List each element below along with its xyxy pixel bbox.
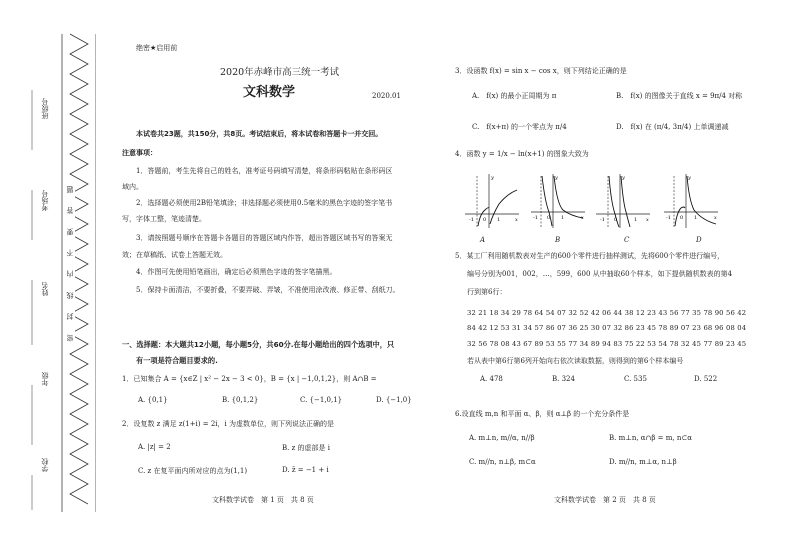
tick-one: 1 — [694, 215, 698, 221]
footer-right: 文科数学试卷 第 2 页 共 8 页 — [554, 496, 656, 504]
secret-mark: 绝密★启用前 — [136, 44, 178, 52]
footer-left: 文科数学试卷 第 1 页 共 8 页 — [212, 496, 314, 504]
note-line: 5．保持卡面清洁，不要折叠，不要弄破、弄皱，不准使用涂改液、修正带、刮纸刀。 — [136, 286, 400, 294]
graph-d — [664, 172, 720, 228]
note-line: 1．答题前，考生先将自己的姓名，准考证号码填写清楚，将条形码粘贴在条形码区 — [136, 167, 393, 175]
q6-option-b: B. m⊥n, α∩β = m, n⊂α — [609, 434, 692, 442]
axis-y-label: y — [688, 175, 691, 181]
q3-option-b: B. f(x) 的图像关于直线 x = 9π/4 对称 — [616, 92, 743, 100]
axis-x-label: x — [581, 215, 584, 221]
q3-option-d: D. f(x) 在 (π/4, 3π/4) 上单调递减 — [616, 123, 729, 131]
q5-option-d: D. 522 — [694, 375, 718, 383]
q5-line: 5．某工厂利用随机数表对生产的600个零件进行抽样测试，先将600个零件进行编号， — [455, 252, 725, 260]
q3-stem: 3．设函数 f(x) = sin x − cos x，则下列结论正确的是 — [455, 67, 627, 75]
graph-d-label: D — [696, 236, 702, 244]
q5-option-c: C. 535 — [624, 375, 647, 383]
graph-a — [465, 172, 521, 228]
notes-title: 注意事项： — [122, 149, 157, 157]
q5-after: 若从表中第6行第6列开始向右依次读取数据，则得到的第6个样本编号 — [467, 357, 684, 365]
q3-option-a: A. f(x) 的最小正周期为 π — [472, 92, 557, 100]
q2-option-a: A. |z| = 2 — [138, 443, 171, 451]
q6-option-d: D. m//n, m⊥α, n⊥β — [609, 458, 677, 466]
tick-zero: 0 — [614, 217, 618, 223]
note-line: 域内。 — [122, 183, 143, 191]
q1-option-c: C. {−1,0,1} — [300, 396, 343, 404]
q6-option-a: A. m⊥n, m//α, n//β — [469, 434, 535, 442]
q2-stem: 2．设复数 z 满足 z(1+i) = 2i，i 为虚数单位，则下列说法正确的是 — [122, 420, 334, 428]
q6-stem: 6.设直线 m,n 和平面 α、β，则 α⊥β 的一个充分条件是 — [455, 410, 630, 418]
axis-y-label: y — [555, 175, 558, 181]
exam-date: 2020.01 — [372, 92, 401, 100]
tick-zero: 0 — [483, 217, 487, 223]
note-line: 写，字体工整，笔迹清楚。 — [122, 215, 206, 223]
intro-summary: 本试卷共23题，共150分，共8页。考试结束后，将本试卷和答题卡一并交回。 — [136, 130, 383, 138]
label-name: 姓名 — [41, 282, 49, 296]
random-table-row: 32 56 78 08 43 67 89 53 55 77 34 89 94 83 75 22 53 54 78 32 45 77 89 23 45 — [467, 340, 747, 348]
graph-b-label: B — [555, 236, 561, 244]
axis-x-label: x — [714, 215, 717, 221]
q4-stem: 4．函数 y = 1/x − ln(x+1) 的图象大致为 — [455, 150, 589, 158]
exam-title: 2020年赤峰市高三统一考试 — [220, 67, 340, 78]
tick-zero: 0 — [547, 215, 551, 221]
q3-option-c: C. f(x+π) 的一个零点为 π/4 — [472, 123, 567, 131]
tick-one: 1 — [497, 217, 501, 223]
binding-margin — [0, 0, 96, 543]
axis-x-label: x — [646, 217, 649, 223]
q2-option-b: B. z 的虚部是 i — [282, 444, 330, 452]
section1-heading: 一、选择题：本大题共12小题，每小题5分，共60分.在每小题给出的四个选项中，只 — [122, 340, 395, 349]
tick-one: 1 — [634, 217, 638, 223]
tick-neg1: -1 — [533, 215, 538, 221]
q1-stem: 1．已知集合 A = {x∈Z | x² − 2x − 3 < 0}，B = {x | −1,0,1,2}，则 A∩B = — [122, 375, 377, 383]
label-school: 学校 — [41, 458, 49, 472]
graph-a-label: A — [480, 236, 486, 244]
subject-title: 文科数学 — [243, 85, 296, 100]
section1-heading-2: 有一项是符合题目要求的. — [136, 356, 218, 365]
q5-line: 行到第6行： — [467, 288, 507, 296]
q1-option-a: A. {0,1} — [138, 396, 168, 404]
q5-line: 编号分别为001，002，…，599，600 从中抽取60个样本，如下提供随机数表的第4 — [467, 270, 733, 278]
q5-option-b: B. 324 — [552, 375, 575, 383]
random-table-row: 84 42 12 53 31 34 57 86 07 36 25 30 07 32 86 23 45 78 89 07 23 68 96 08 04 — [467, 324, 747, 332]
note-line: 3．请按照题号顺序在答题卡各题目的答题区域内作答，超出答题区域书写的答案无 — [136, 234, 393, 242]
tick-neg1: -1 — [469, 217, 474, 223]
q5-option-a: A. 478 — [480, 375, 503, 383]
axis-y-label: y — [622, 175, 625, 181]
axis-y-label: y — [491, 175, 494, 181]
graph-c-label: C — [624, 236, 630, 244]
q2-option-c: C. z 在复平面内所对应的点为(1,1) — [138, 467, 248, 475]
random-table-row: 32 21 18 34 29 78 64 54 07 32 52 42 06 44 38 12 23 43 56 77 35 78 90 56 42 — [467, 309, 747, 317]
label-class: 班级号 — [41, 98, 49, 119]
q6-option-c: C. m//n, n⊥β, m⊂α — [469, 458, 536, 466]
note-line: 效；在草稿纸、试卷上答题无效。 — [122, 251, 227, 259]
tick-neg1: -1 — [666, 215, 671, 221]
graph-b — [531, 172, 587, 228]
q2-option-d: D. z̄ = −1 + i — [282, 466, 329, 474]
q1-option-b: B. {0,1,2} — [222, 396, 259, 404]
tick-one: 1 — [561, 215, 565, 221]
q1-option-d: D. {−1,0} — [376, 396, 412, 404]
axis-x-label: x — [515, 217, 518, 223]
label-room: 考场号 — [41, 190, 49, 211]
tick-neg1: -1 — [600, 217, 605, 223]
note-line: 4．作图可先使用铅笔画出，确定后必须黑色字迹的签字笔描黑。 — [136, 268, 337, 276]
note-line: 2．选择题必须使用2B铅笔填涂；非选择题必须使用0.5毫米的黑色字迹的签字笔书 — [136, 199, 393, 207]
label-grade: 年级 — [41, 372, 49, 386]
tick-zero: 0 — [680, 215, 684, 221]
seal-line-text: 密 封 线 内 不 要 答 题 — [66, 180, 74, 342]
graph-c — [596, 172, 652, 228]
